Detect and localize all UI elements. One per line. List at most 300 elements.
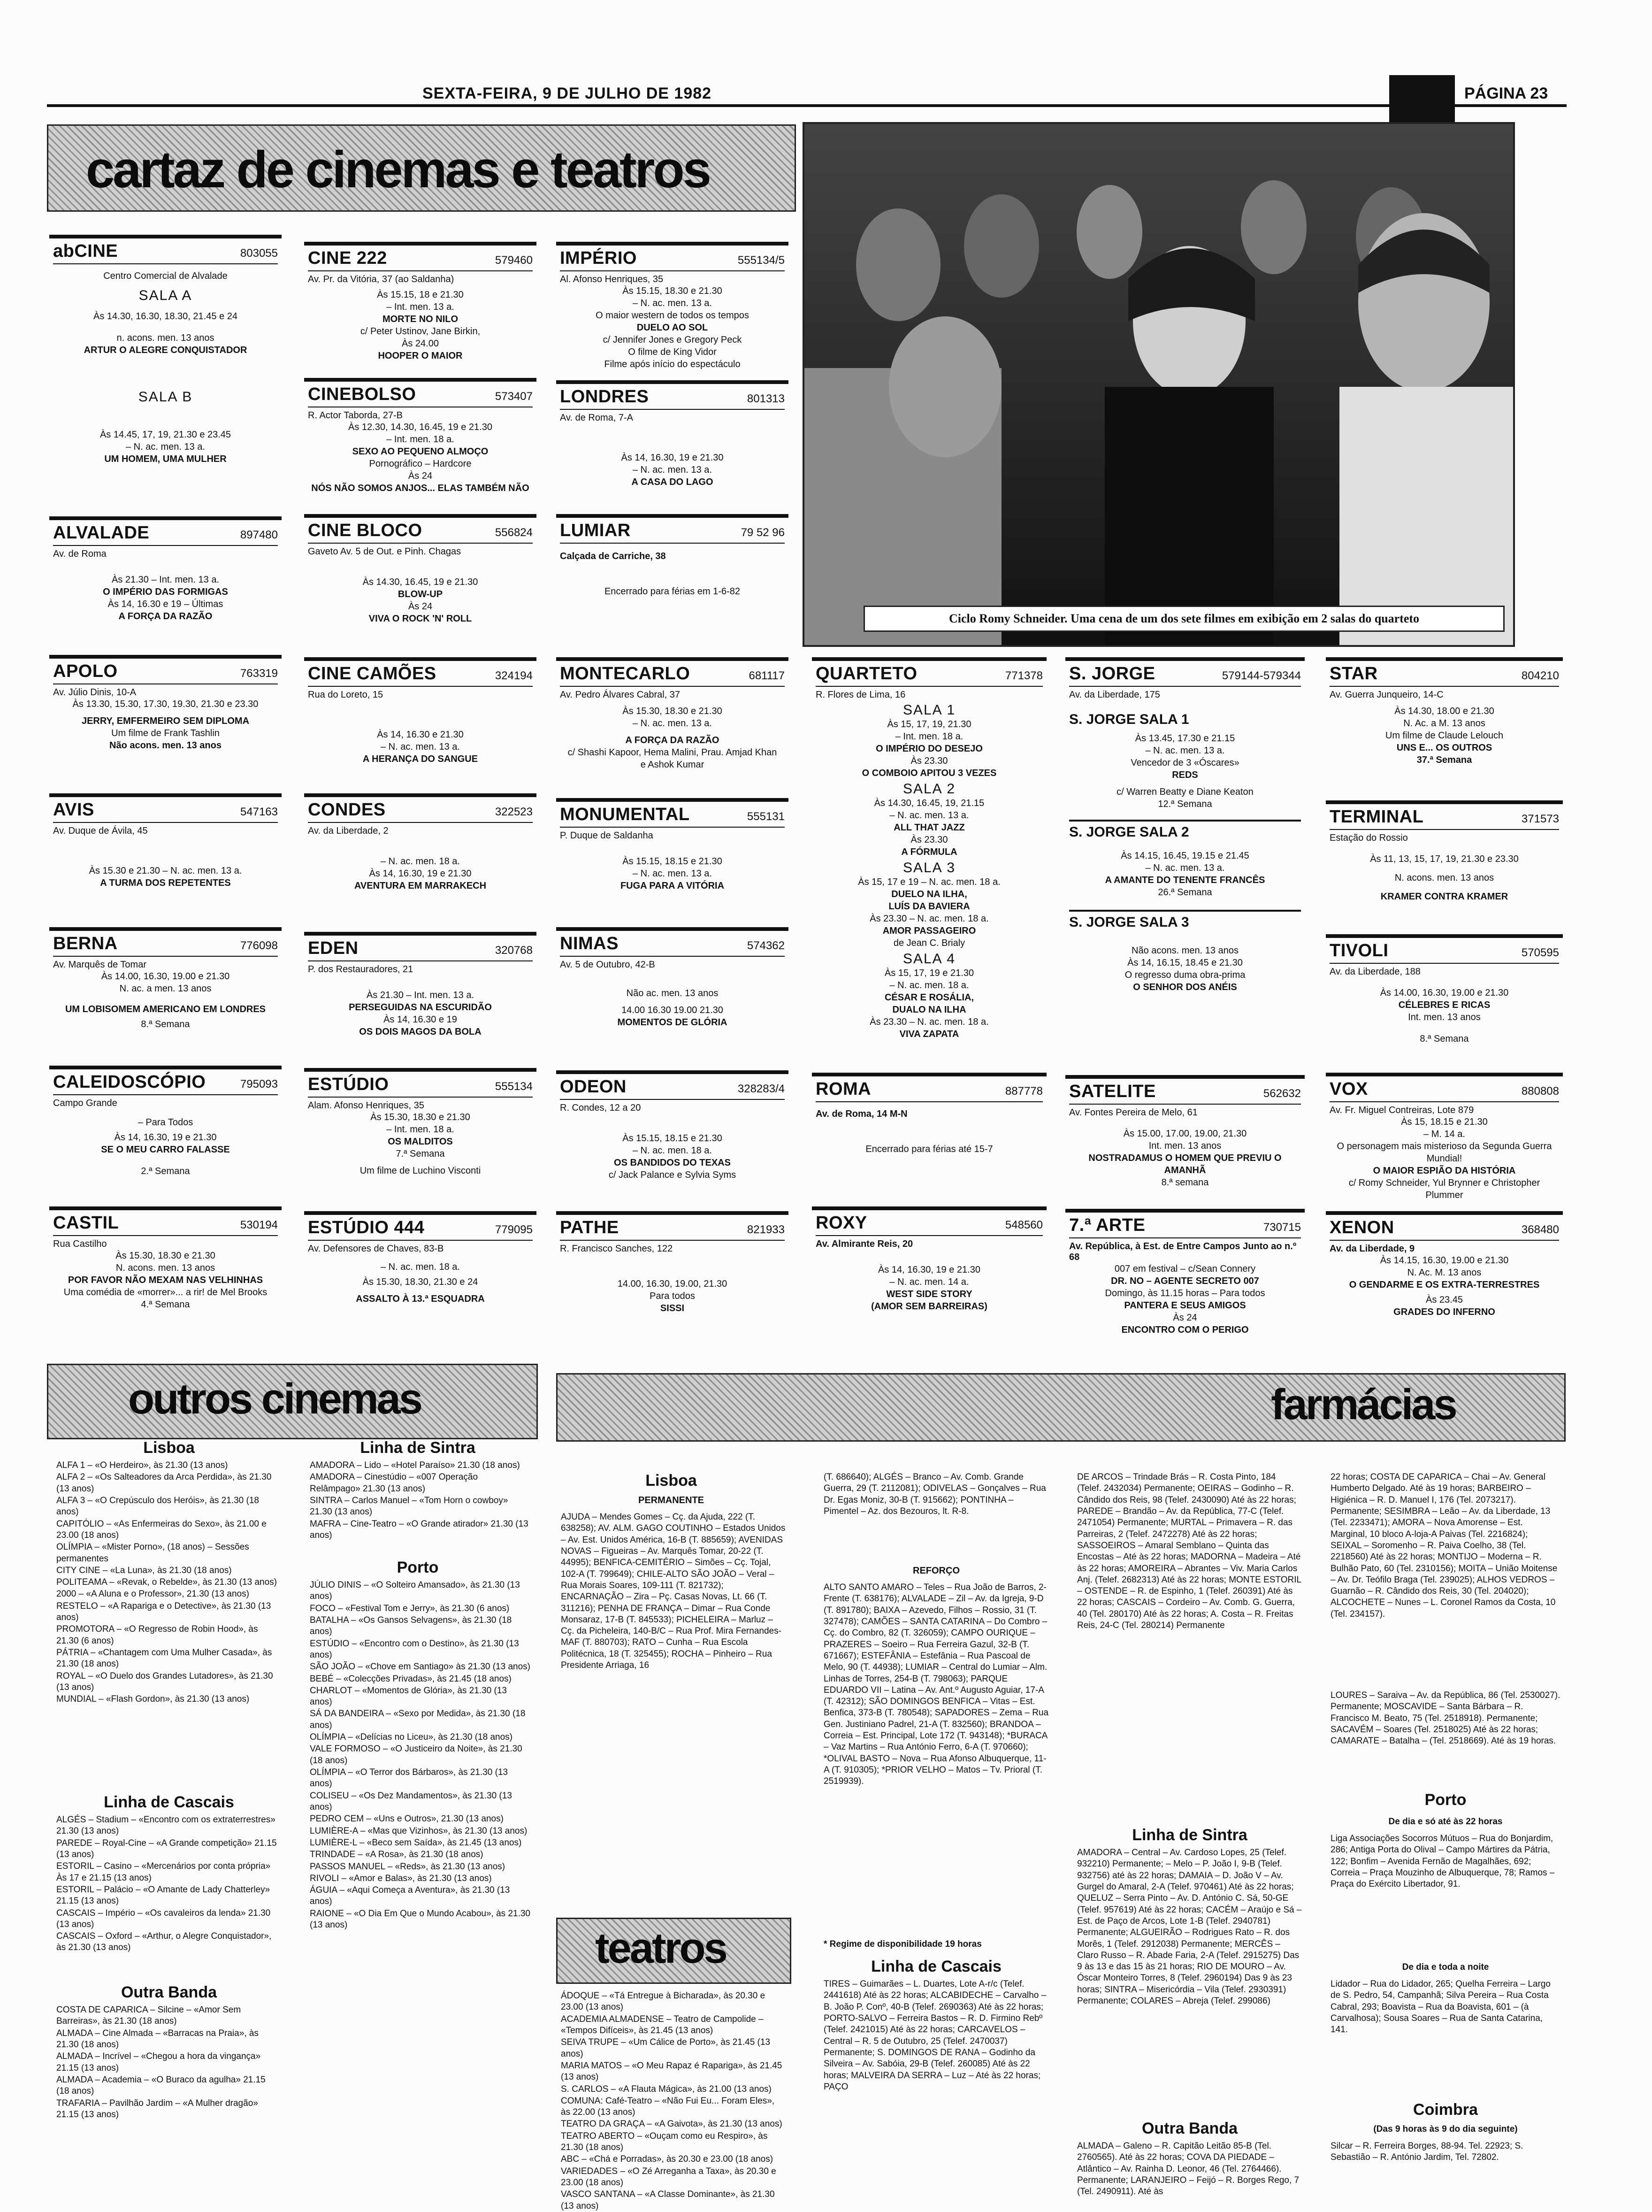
film-title: VIVA O ROCK 'N' ROLL [368, 614, 472, 624]
cinema-phone: 371573 [1521, 813, 1559, 825]
outros-lisboa-entry: ALFA 1 – «O Herdeiro», às 21.30 (13 anos) [56, 1460, 228, 1470]
cinema-phone: 328283/4 [737, 1083, 785, 1095]
outros-lisboa-entry: CITY CINE – «La Luna», às 21.30 (18 anos) [56, 1565, 232, 1575]
cinema-name: CASTIL [53, 1213, 119, 1233]
film-title: WEST SIDE STORY [886, 1289, 972, 1299]
farm-sintra-text: AMADORA – Central – Av. Cardoso Lopes, 25 (Telef. 932210) Permanente; – Melo – P. João I, 9-B (Telef. 932756) até às 22 horas; DAMAIA – D. João V – Av. Gurgel do Amaral, 2-A (Telef. 970461) Até às 22 horas; QUELUZ – Serra Pinto – Av. D. António C. Sá, 50-GE (Telef. 957619) Até às 22 horas; CACÉM – Araújo e Sá – Est. de Paço de Arcos, Lote 1-B (Telef. 2940781) Permanente; ALGUEIRÃO – Rodrigues Rato – R. dos Morês, 1 (Telef. 2912038) Permanente; MERCÊS – Claro Russo – R. Abade Faria, 2-A (Telef. 2915275) Das 9 às 13 e das 15 às 21 horas; RIO DE MOURO – Av. Óscar Monteiro Torres, 8 (Telef. 2960194) Das 9 às 23 horas; SINTRA – Misericórdia – Vila (Telef. 2930391) Permanente; COLARES – Abreja (Telef. 299086) [1077, 1848, 1302, 2006]
week: 8.ª semana [1161, 1177, 1209, 1188]
cinema-abcine [49, 235, 282, 514]
cinema-vox [1326, 1073, 1563, 1209]
showtimes: Às 24 [408, 471, 433, 481]
film-title: DR. NO – AGENTE SECRETO 007 [1111, 1276, 1259, 1286]
rating: – N. ac. men. 13 a. [1145, 745, 1225, 756]
showtimes: Às 14, 16.30, 19 e 21.30 [621, 453, 724, 463]
film-note: Uma comédia de «morrer»... a rir! de Mel Brooks [63, 1287, 268, 1298]
cinema-phone: 570595 [1521, 946, 1559, 959]
cinema-address: Av. Marquês de Tomar [53, 960, 146, 970]
outros-porto-entry: RAIONE – «O Dia Em Que o Mundo Acabou», às 21.30 (13 anos) [310, 1908, 530, 1930]
cinema-name: PATHE [560, 1218, 619, 1237]
cartaz-banner [47, 124, 796, 212]
film-title: A FORÇA DA RAZÃO [118, 611, 213, 622]
cinema-name: XENON [1330, 1218, 1394, 1237]
showtimes: 14.00 16.30 19.00 21.30 [621, 1005, 723, 1015]
showtimes: Às 21.30 – Int. men. 13 a. [111, 575, 220, 585]
outros-porto-entry: RIVOLI – «Amor e Balas», às 21.30 (13 anos) [310, 1873, 492, 1883]
cinema-phone: 573407 [495, 390, 533, 403]
cinema-address: Rua Castilho [53, 1239, 107, 1249]
film-note: e Ashok Kumar [640, 760, 704, 770]
cinema-lumiar [556, 514, 788, 650]
showtimes: Às 11, 13, 15, 17, 19, 21.30 e 23.30 [1370, 854, 1519, 864]
film-title: ENCONTRO COM O PERIGO [1121, 1325, 1249, 1335]
cinema-phone: 562632 [1263, 1087, 1301, 1100]
cinema-phone: 555134/5 [737, 254, 785, 267]
cinema-address: Av. de Roma, 7-A [560, 413, 633, 423]
cinema-name: LONDRES [560, 387, 649, 407]
rating: – N. ac. men. 13 a. [381, 742, 460, 752]
farm-cascais-text: TIRES – Guimarães – L. Duartes, Lote A-r/c (Telef. 2441618) Até às 22 horas; ALCABIDECHE – Carvalho – B. João P. Conº, 40-B (Telef. 2690363) Até às 22 horas; PORTO-SALVO – Ferreira Bastos – R. D. Firmino Rebº (Telef. 2421015) Até às 22 horas; CARCAVELOS – Central – R. 5 de Outubro, 25 (Telef. 2470037) Permanente; S. DOMINGOS DE RANA – Godinho da Silveira – Av. Sabóia, 29-B (Telef. 260085) Até às 22 horas; MALVEIRA DA SERRA – Luz – Até às 22 horas; PAÇO [824, 1979, 1047, 2092]
showtimes: Às 15.15, 18.15 e 21.30 [622, 856, 722, 867]
showtimes: Às 15, 17 e 19 – N. ac. men. 18 a. [858, 877, 1001, 887]
film-title: NÓS NÃO SOMOS ANJOS... ELAS TAMBÉM NÃO [311, 483, 529, 493]
showtimes: Às 14.15, 16.45, 19.15 e 21.45 [1121, 851, 1249, 861]
outros-lisboa-entry: CAPITÓLIO – «As Enfermeiras do Sexo», às 21.00 e 23.00 (18 anos) [56, 1519, 267, 1540]
rating: Não acons. men. 13 anos [1132, 945, 1239, 956]
rating: N. Ac. a M. 13 anos [1403, 718, 1485, 729]
cinema-name: CINE BLOCO [308, 521, 422, 540]
outros-lisboa-entry: MUNDIAL – «Flash Gordon», às 21.30 (13 anos) [56, 1694, 250, 1705]
cinema-quarteto [812, 657, 1047, 1070]
outros-porto-entry: PASSOS MANUEL – «Reds», às 21.30 (13 anos) [310, 1861, 505, 1872]
film-note: c/ Peter Ustinov, Jane Birkin, [360, 326, 481, 337]
showtimes: Às 24.00 [402, 338, 439, 349]
outros-sintra-entry: AMADORA – Lido – «Hotel Paraíso» 21.30 (18 anos) [310, 1460, 520, 1470]
cinema-xenon [1326, 1211, 1563, 1347]
cinema-address: Av. da Liberdade, 175 [1069, 690, 1160, 700]
cinema-address: Av. República, à Est. de Entre Campos Junto ao n.º 68 [1069, 1241, 1297, 1262]
teatro-entry: S. CARLOS – «A Flauta Mágica», às 21.00 (13 anos) [561, 2084, 772, 2094]
showtimes: Às 15.15, 18.15 e 21.30 [622, 1133, 722, 1144]
teatro-entry: VARIEDADES – «O Zé Arreganha a Taxa», às 20.30 e 23.00 (18 anos) [561, 2166, 776, 2188]
showtimes: Domingo, às 11.15 horas – Para todos [1105, 1288, 1265, 1298]
cinema-name: VOX [1330, 1079, 1368, 1099]
outros-lisboa-list [56, 1460, 277, 1779]
rating: Int. men. 13 anos [1408, 1012, 1481, 1022]
outros-sintra-entry: SINTRA – Carlos Manuel – «Tom Horn o cowboy» 21.30 (13 anos) [310, 1495, 508, 1517]
farm-reforco-note: * Regime de disponibilidade 19 horas [824, 1939, 982, 1949]
cinema-name: BERNA [53, 934, 118, 953]
outros-lisboa-entry: OLÍMPIA – «Mister Porno», (18 anos) – Sessões permanentes [56, 1542, 249, 1564]
showtimes: Às 12.30, 14.30, 16.45, 19 e 21.30 [348, 422, 492, 432]
film-title: (AMOR SEM BARREIRAS) [871, 1301, 987, 1312]
cinema-address: Campo Grande [53, 1098, 117, 1108]
film-title: CÉSAR E ROSÁLIA, [884, 992, 974, 1003]
cinema-address: Av. da Liberdade, 9 [1330, 1244, 1415, 1254]
farm-coimbra-text: Silcar – R. Ferreira Borges, 88-94. Tel. 22923; S. Sebastião – R. António Jardim, Tel. 72802. [1331, 2141, 1523, 2163]
cinema-name: ROXY [816, 1213, 867, 1233]
cinema-name: S. JORGE [1069, 664, 1155, 684]
showtimes: Às 14.30, 16.30, 18.30, 21.45 e 24 [93, 311, 237, 322]
cinema-caleidoscopio [49, 1066, 282, 1202]
farmacias-banner [556, 1373, 1566, 1442]
sala-label: S. JORGE SALA 3 [1069, 910, 1301, 930]
outros-porto-entry: LUMIÈRE-L – «Beco sem Saída», às 21.45 (13 anos) [310, 1837, 522, 1848]
cinema-monumental [556, 798, 788, 927]
rating: – Para Todos [138, 1117, 193, 1128]
film-note: Um filme de Claude Lelouch [1385, 730, 1504, 741]
film-title: PANTERA E SEUS AMIGOS [1124, 1300, 1246, 1311]
cinema-setima-arte [1065, 1209, 1305, 1350]
outros-sintra-heading: Linha de Sintra [360, 1439, 475, 1457]
cinema-eden [304, 932, 536, 1068]
outros-porto-entry: PEDRO CEM – «Uns e Outros», 21.30 (13 anos) [310, 1814, 504, 1824]
cinema-name: abCINE [53, 241, 118, 261]
cinema-londres [556, 380, 788, 514]
rating: – N. ac. men. 13 a. [633, 868, 712, 879]
showtimes: Às 23.45 [1426, 1295, 1463, 1305]
farm-sintra-heading: Linha de Sintra [1132, 1826, 1247, 1844]
cinema-name: CINE CAMÕES [308, 664, 436, 684]
rating: – Int. men. 18 a. [386, 434, 454, 445]
outros-banda-heading: Outra Banda [121, 1983, 217, 2001]
cinema-address: Av. da Liberdade, 2 [308, 826, 389, 836]
rating: – N. ac. men. 13 a. [889, 810, 969, 821]
film-note: Um filme de Luchino Visconti [359, 1166, 481, 1176]
cinema-berna [49, 927, 282, 1059]
cinema-name: ROMA [816, 1079, 872, 1099]
film-title: VIVA ZAPATA [899, 1029, 959, 1039]
showtimes: Às 14.30, 16.45, 19 e 21.30 [362, 577, 478, 587]
rating: N. acons. men. 13 anos [115, 1263, 215, 1273]
cinema-address: Al. Afonso Henriques, 35 [560, 274, 664, 284]
outros-porto-entry: ÁGUIA – «Aqui Começa a Aventura», às 21.30 (13 anos) [310, 1885, 510, 1907]
film-note: Vencedor de 3 «Óscares» [1131, 758, 1239, 768]
cinema-estudio [304, 1068, 536, 1209]
cinema-roma [812, 1073, 1047, 1204]
farm-col-d-text: 22 horas; COSTA DE CAPARICA – Chai – Av. General Humberto Delgado. Até às 19 horas; BARBEIRO – Higiénica – R. D. Manuel I, 176 (Tel. 2073217). Permanente; SESIMBRA – Leão – Av. da Liberdade, 13 (Tel. 2233471); AMORA – Nova Amorense – Est. Marginal, 10 bloco A-loja-A Paivas (Tel. 2216824); SEIXAL – Soromenho – R. Paiva Coelho, 38 (Tel. 2218560) Até às 22 horas; MONTIJO – Moderna – R. Bulhão Pato, 60 (Tel. 2310156); MOITA – União Moitense – Av. Dr. Teófilo Braga (Tel. 239025); ALHOS VEDROS – Guarnão – R. Cândido dos Reis, 30 (Tel. 204020); ALCOCHETE – Nunes – L. Coronel Ramos da Costa, 10 (Tel. 234157). [1331, 1472, 1558, 1619]
cinema-name: CINE 222 [308, 248, 387, 268]
cinema-name: ODEON [560, 1077, 627, 1097]
film-title: PERSEGUIDAS NA ESCURIDÃO [349, 1002, 492, 1013]
cinema-name: APOLO [53, 661, 118, 681]
film-title: CÉLEBRES E RICAS [1398, 1000, 1491, 1010]
cinema-phone: 322523 [495, 806, 533, 818]
cinema-cinebloco [304, 514, 536, 650]
film-title: BLOW-UP [398, 589, 443, 599]
showtimes: Às 24 [408, 601, 433, 612]
teatro-entry: ÁDOQUE – «Tá Entregue à Bicharada», às 20.30 e 23.00 (13 anos) [561, 1991, 765, 2012]
showtimes: Às 14, 16.30, 19 e 21.30 [878, 1265, 980, 1275]
rating: – N. ac. men. 13 a. [1145, 863, 1225, 873]
outros-porto-entry: OLÍMPIA – «Delícias no Liceu», às 21.30 (18 anos) [310, 1732, 512, 1743]
showtimes: Às 14.30, 18.00 e 21.30 [1394, 706, 1494, 716]
outros-porto-entry: SÁ DA BANDEIRA – «Sexo por Medida», às 21.30 (18 anos) [310, 1709, 526, 1730]
page-number: PÁGINA 23 [1464, 84, 1548, 102]
cinema-phone: 880808 [1521, 1085, 1559, 1098]
status-note: Encerrado para férias em 1-6-82 [604, 586, 741, 597]
film-title: OS MALDITOS [388, 1137, 453, 1147]
film-title: LUÍS DA BAVIERA [888, 901, 970, 912]
cinema-name: MONUMENTAL [560, 805, 690, 824]
film-title: A AMANTE DO TENENTE FRANCÊS [1105, 875, 1265, 885]
cinema-name: CONDES [308, 800, 386, 820]
cinema-address: P. Duque de Saldanha [560, 830, 653, 841]
cinema-odeon [556, 1070, 788, 1206]
film-title: SEXO AO PEQUENO ALMOÇO [352, 446, 489, 457]
showtimes: Às 14.00, 16.30, 19.00 e 21.30 [1380, 988, 1509, 998]
teatro-entry: COMUNA: Café-Teatro – «Não Fui Eu... Foram Eles», às 22.00 (13 anos) [561, 2096, 775, 2118]
film-title: REDS [1172, 770, 1198, 780]
rating: – N. ac. men. 18 a. [633, 1145, 712, 1156]
cinema-address: R. Actor Taborda, 27-B [308, 410, 403, 421]
cinema-name: ALVALADE [53, 523, 150, 543]
cinema-phone: 368480 [1521, 1223, 1559, 1236]
teatros-banner [556, 1918, 791, 1984]
sala-label: S. JORGE SALA 2 [1069, 820, 1301, 840]
cinema-imperio [556, 242, 788, 380]
film-title: ALL THAT JAZZ [894, 822, 965, 833]
film-title: O IMPÉRIO DAS FORMIGAS [103, 587, 228, 597]
cinema-address: Av. Defensores de Chaves, 83-B [308, 1244, 444, 1254]
showtimes: Às 14, 16.30, 19 e 21.30 [114, 1132, 217, 1143]
film-note: Filme após início do espectáculo [604, 359, 741, 369]
outros-cascais-entry: ESTORIL – Palácio – «O Amante de Lady Chatterley» 21.15 (13 anos) [56, 1884, 270, 1906]
outros-sintra-list [310, 1460, 530, 1559]
week: 8.ª Semana [141, 1019, 190, 1029]
cinema-cinebolso [304, 378, 536, 514]
photo-caption: Ciclo Romy Schneider. Uma cena de um dos sete filmes em exibição em 2 salas do quarteto [864, 606, 1505, 632]
cartaz-title: cartaz de cinemas e teatros [86, 141, 710, 199]
cinema-address: Av. 5 de Outubro, 42-B [560, 960, 655, 970]
cinema-name: NIMAS [560, 934, 619, 953]
cinema-phone: 574362 [747, 939, 785, 952]
cinema-name: ESTÚDIO 444 [308, 1218, 425, 1237]
rating: Não ac. men. 13 anos [626, 988, 719, 998]
film-note: O maior western de todos os tempos [596, 310, 749, 321]
cinema-phone: 887778 [1005, 1085, 1043, 1098]
cinema-address: Centro Comercial de Alvalade [103, 271, 228, 281]
cinema-tivoli [1326, 934, 1563, 1070]
cinema-estudio444 [304, 1211, 536, 1347]
rating: – N. ac. men. 13 a. [633, 718, 712, 729]
outros-lisboa-entry: PÁTRIA – «Chantagem com Uma Mulher Casada», às 21.30 (18 anos) [56, 1648, 272, 1669]
cinema-name: CALEIDOSCÓPIO [53, 1072, 206, 1092]
cinema-phone: 555134 [495, 1080, 533, 1093]
film-note: c/ Jennifer Jones e Gregory Peck [603, 335, 742, 345]
film-note: O regresso duma obra-prima [1124, 970, 1246, 980]
farm-noite-text: Lidador – Rua do Lidador, 265; Quelha Ferreira – Largo de S. Pedro, 54, Campanhã; Silva Pereira – Rua Costa Cabral, 293; Boavista – Rua da Boavista, 601 – (à Carvalhosa); Sousa Soares – Rua de Santa Catarina, 141. [1331, 1979, 1551, 2035]
farmacias-title: farmácias [1271, 1381, 1456, 1429]
cinema-address: Av. de Roma [53, 549, 107, 559]
teatro-entry: VASCO SANTANA – «A Classe Dominante», às 21.30 (13 anos) [561, 2189, 775, 2211]
showtimes: Às 15, 17, 19 e 21.30 [884, 968, 974, 978]
film-title: OS DOIS MAGOS DA BOLA [359, 1027, 482, 1037]
outros-banda-entry: ALMADA – Cine Almada – «Barracas na Praia», às 21.30 (18 anos) [56, 2028, 259, 2050]
cinema-phone: 555131 [747, 810, 785, 823]
page-tab-block [1389, 75, 1455, 127]
film-title: AVENTURA EM MARRAKECH [354, 881, 487, 891]
cinema-name: TERMINAL [1330, 807, 1424, 827]
showtimes: Às 15, 17, 19, 21.30 [887, 719, 971, 730]
teatro-entry: MARIA MATOS – «O Meu Rapaz é Rapariga», às 21.45 (13 anos) [561, 2060, 782, 2082]
farm-col-c-text: DE ARCOS – Trindade Brás – R. Costa Pinto, 184 (Telef. 2432034) Permanente; OEIRAS – Godinho – R. Cândido dos Reis, 98 (Telef. 2430090) Até às 22 horas; PAREDE – Brandão – Av. da República, 77-C (Telef. 2471054) Permanente; MURTAL – Primavera – R. das Parreiras, 2 (Telef. 2472278) Até às 22 horas; SASSOEIROS – Amaral Semblano – Quinta das Encostas – Até às 22 horas; MADORNA – Madeira – Até às 22 horas; AMOREIRA – Abrantes – Viv. Maria Carlos Anj. (Telef. 2682313) Até às 22 horas; MONTE ESTORIL – OSTENDE – R. de Espinho, 1 (Telef. 260391) Até às 22 horas; CASCAIS – Cordeiro – Av. Comb. G. Guerra, 40 (Tel. 280170) Até às 22 horas; A. Costa – R. Freitas Reis, 24-C (Tel. 280214) Permanente [1077, 1472, 1301, 1631]
showtimes: Às 14, 16.30 e 19 – Últimas [107, 599, 223, 609]
cinema-address: R. Condes, 12 a 20 [560, 1103, 641, 1113]
cinema-cine222 [304, 242, 536, 378]
showtimes: Às 14.30, 16.45, 19, 21.15 [874, 798, 985, 808]
farm-cascais-heading: Linha de Cascais [871, 1958, 1002, 1975]
film-title: POR FAVOR NÃO MEXAM NAS VELHINHAS [68, 1275, 263, 1285]
cinema-name: IMPÉRIO [560, 248, 637, 268]
rating: – N. ac. men. 13 a. [126, 442, 205, 452]
outros-lisboa-entry: PROMOTORA – «O Regresso de Robin Hood», às 21.30 (6 anos) [56, 1624, 258, 1646]
rating: N. Ac. M. 13 anos [1407, 1267, 1482, 1278]
cinema-address: Av. Fr. Miguel Contreiras, Lote 879 [1330, 1105, 1474, 1115]
cinema-phone: 821933 [747, 1223, 785, 1236]
showtimes: Às 15.15, 18 e 21.30 [377, 290, 464, 300]
cinema-address: Av. de Roma, 14 M-N [816, 1109, 908, 1119]
cinema-phone: 801313 [747, 392, 785, 405]
film-title: MORTE NO NILO [382, 314, 459, 324]
film-title: O MAIOR ESPIÃO DA HISTÓRIA [1373, 1166, 1516, 1176]
film-note: 007 em festival – c/Sean Connery [1114, 1264, 1256, 1274]
showtimes: Às 15.30 e 21.30 – N. ac. men. 13 a. [89, 866, 242, 876]
farm-col-d2-text: LOURES – Saraiva – Av. da República, 86 (Tel. 2530027). Permanente; MOSCAVIDE – Santa Bárbara – R. Francisco M. Beato, 75 (Tel. 2518918). Permanente; SACAVÉM – Soares (Tel. 2518025) Até às 22 horas; CAMARATE – Batalha – (Tel. 2518669). Até às 19 horas. [1331, 1690, 1560, 1746]
cinema-phone: 79 52 96 [741, 526, 785, 539]
cinema-name: CINEBOLSO [308, 384, 416, 404]
masthead-rule [47, 104, 1567, 107]
cinema-address: Av. da Liberdade, 188 [1330, 967, 1421, 977]
teatro-entry: ACADEMIA ALMADENSE – Teatro de Campolide – «Tempos Difíceis», às 21.45 (13 anos) [561, 2014, 764, 2035]
outros-porto-entry: COLISEU – «Os Dez Mandamentos», às 21.30 (13 anos) [310, 1790, 512, 1812]
cinema-address: Av. Duque de Ávila, 45 [53, 826, 148, 836]
showtimes: Às 15.30, 18.30 e 21.30 [622, 706, 722, 716]
film-title: HOOPER O MAIOR [378, 351, 463, 361]
showtimes: Às 14, 16.15, 18.45 e 21.30 [1127, 958, 1243, 968]
rating: N. acons. men. 13 anos [1394, 873, 1494, 883]
sala-label: SALA 3 [902, 860, 956, 876]
cinema-address: Av. Guerra Junqueiro, 14-C [1330, 690, 1444, 700]
week: 2.ª Semana [141, 1166, 190, 1176]
outros-porto-list [310, 1580, 530, 2190]
film-title: O SENHOR DOS ANÉIS [1133, 982, 1237, 992]
film-note: de Jean C. Brialy [893, 938, 965, 948]
rating: – N. ac. men. 13 a. [633, 465, 712, 475]
cinema-montecarlo [556, 657, 788, 793]
cinema-phone: 681117 [749, 669, 785, 682]
film-title: DUELO AO SOL [636, 323, 708, 333]
film-title: DUALO NA ILHA [892, 1005, 966, 1015]
film-title: UM HOMEM, UMA MULHER [104, 454, 227, 464]
outros-porto-entry: BATALHA – «Os Gansos Selvagens», às 21.30 (18 anos) [310, 1615, 512, 1637]
outros-cascais-entry: ESTORIL – Casino – «Mercenários por conta própria» Às 17 e 21.15 (13 anos) [56, 1861, 271, 1883]
cinema-name: EDEN [308, 938, 359, 958]
cinema-castil [49, 1206, 282, 1347]
film-title: O GENDARME E OS EXTRA-TERRESTRES [1349, 1280, 1540, 1290]
cinema-phone: 556824 [495, 526, 533, 539]
film-title: A TURMA DOS REPETENTES [100, 878, 231, 888]
cinema-phone: 803055 [240, 247, 278, 260]
outros-lisboa-entry: ALFA 2 – «Os Salteadores da Arca Perdida», às 21.30 (13 anos) [56, 1472, 272, 1494]
week: 12.ª Semana [1158, 799, 1212, 809]
cinema-phone: 776098 [240, 939, 278, 952]
cinema-phone: 579144-579344 [1222, 669, 1301, 682]
teatros-title: teatros [595, 1924, 726, 1972]
farm-porto-heading: Porto [1424, 1791, 1467, 1809]
outros-porto-entry: FOCO – «Festival Tom e Jerry», às 21.30 (6 anos) [310, 1603, 510, 1613]
film-title: ARTUR O ALEGRE CONQUISTADOR [84, 345, 247, 355]
film-title: NOSTRADAMUS O HOMEM QUE PREVIU O AMANHÃ [1088, 1153, 1282, 1175]
cinema-address: Av. Pedro Álvares Cabral, 37 [560, 690, 681, 700]
outros-lisboa-entry: 2000 – «A Aluna e o Professor», 21.30 (13 anos) [56, 1589, 249, 1599]
showtimes: Às 23.30 – N. ac. men. 18 a. [870, 1017, 989, 1027]
cinema-phone: 530194 [240, 1219, 278, 1231]
film-note: O personagem mais misterioso da Segunda Guerra Mundial! [1337, 1141, 1552, 1164]
film-title: GRADES DO INFERNO [1393, 1307, 1495, 1317]
showtimes: Às 14, 16.30 e 21.30 [377, 730, 464, 740]
film-title: A HERANÇA DO SANGUE [362, 754, 478, 764]
sala-label: SALA A [138, 288, 192, 303]
rating: – Int. men. 18 a. [895, 731, 964, 742]
outros-lisboa-entry: ALFA 3 – «O Crepúsculo dos Heróis», às 21.30 (18 anos) [56, 1495, 259, 1517]
cinema-name: MONTECARLO [560, 664, 690, 684]
farm-permanente-text: AJUDA – Mendes Gomes – Cç. da Ajuda, 222 (T. 638258); AV. ALM. GAGO COUTINHO – Estados Unidos – Av. Est. Unidos América, 16-B (T. 885659); AVENIDAS NOVAS – Figueiras – Av. Marquês Tomar, 20-22 (T. 44995); BENFICA-CEMITÉRIO – Simões – Cç. Tojal, 102-A (T. 799649); CHILE-ALTO SÃO JOÃO – Veral – Rua Morais Soares, 109-111 (T. 821732); ENCARNAÇÃO – Zira – Pç. Casas Novas, Lt. 66 (T. 311216); PENHA DE FRANÇA – Dimar – Rua Conde Monsaraz, 17-B (T. 845533); PICHELEIRA – Marluz – Cç. da Picheleira, 140-B/C – Rua Prof. Mira Fernandes-MAF (T. 880703); RATO – Cunha – Rua Escola Politécnica, 18 (T. 325455); ROCHA – Pinheiro – Rua Presidente Arriaga, 16 [561, 1512, 786, 1671]
outros-porto-entry: JÚLIO DINIS – «O Solteiro Amansado», às 21.30 (13 anos) [310, 1580, 520, 1602]
showtimes: Às 14, 16.30, 19 e 21.30 [369, 868, 472, 879]
cinema-name: TIVOLI [1330, 941, 1389, 960]
film-title: UM LOBISOMEM AMERICANO EM LONDRES [65, 1004, 266, 1014]
outros-cascais-entry: PAREDE – Royal-Cine – «A Grande competição» 21.15 (13 anos) [56, 1838, 277, 1859]
outros-lisboa-entry: ROYAL – «O Duelo dos Grandes Lutadores», às 21.30 (13 anos) [56, 1671, 273, 1692]
outros-lisboa-entry: POLITEAMA – «Revak, o Rebelde», às 21.30 (13 anos) [56, 1577, 277, 1588]
farm-reforco-text: ALTO SANTO AMARO – Teles – Rua João de Barros, 2-Frente (T. 638176); ALVALADE – Zil – Av. da Igreja, 9-D (T. 891780); BAIXA – Azevedo, Filhos – Rossio, 31 (T. 327478); CAMÕES – SANTA CATARINA – Do Combro – Cç. do Combro, 82 (T. 326059); CAMPO OURIQUE – PRAZERES – Soeiro – Rua Ferreira Gazul, 32-B (T. 671667); ESTEFÂNIA – Estefânia – Rua Pascoal de Melo, 90 (T. 44938); LUMIAR – Central do Lumiar – Alm. Linhas de Torres, 254-B (T. 798063); PARQUE EDUARDO VII – Latina – Av. Ant.º Augusto Aguiar, 17-A (T. 42312); SÃO DOMINGOS BENFICA – Vitas – Est. Benfica, 373-B (T. 780548); SAPADORES – Zema – Rua Gen. Justiniano Padrel, 21-A (T. 832560); BRANDOA – Correia – Est. Principal, Lote 172 (T. 943148); *BURACA – Vaz Martins – Rua António Ferro, 6-A (T. 970660); *OLIVAL BASTO – Nova – Rua Afonso Albuquerque, 11-A (T. 910305); *PRIOR VELHO – Matos – Tv. Prioral (T. 2519939). [824, 1582, 1049, 1787]
cinema-name: 7.ª ARTE [1069, 1215, 1146, 1235]
cinema-name: STAR [1330, 664, 1378, 684]
cinema-address: Av. Fontes Pereira de Melo, 61 [1069, 1107, 1198, 1118]
sala-label: SALA 2 [902, 781, 956, 797]
film-note: O filme de King Vidor [628, 347, 717, 357]
farm-reforco-heading: REFORÇO [913, 1566, 960, 1576]
farm-noite-sub: De dia e toda a noite [1402, 1962, 1489, 1972]
teatro-entry: SEIVA TRUPE – «Um Cálice de Porto», às 21.45 (13 anos) [561, 2037, 771, 2059]
cinema-address: R. Francisco Sanches, 122 [560, 1244, 673, 1254]
cinema-phone: 320768 [495, 944, 533, 957]
outros-banda-entry: TRAFARIA – Pavilhão Jardim – «A Mulher dragão» 21.15 (13 anos) [56, 2098, 258, 2120]
rating: – M. 14 a. [1423, 1129, 1465, 1139]
film-title: MOMENTOS DE GLÓRIA [617, 1017, 727, 1028]
cinema-address: Gaveto Av. 5 de Out. e Pinh. Chagas [308, 546, 461, 557]
cinema-phone: 730715 [1263, 1221, 1301, 1234]
cinema-nimas [556, 927, 788, 1068]
film-title: ASSALTO À 13.ª ESQUADRA [356, 1294, 485, 1304]
film-note: c/ Shashi Kapoor, Hema Malini, Prau. Amjad Khan [567, 747, 777, 758]
film-note: c/ Romy Schneider, Yul Brynner e Christopher Plummer [1348, 1178, 1540, 1200]
outros-sintra-entry: MAFRA – Cine-Teatro – «O Grande atirador» 21.30 (13 anos) [310, 1519, 528, 1540]
sala-label: SALA 1 [902, 702, 956, 718]
teatro-entry: ABC – «Chá e Porradas», às 20.30 e 23.00 (18 anos) [561, 2154, 773, 2165]
outros-banda-entry: ALMADA – Academia – «O Buraco da agulha» 21.15 (18 anos) [56, 2074, 266, 2097]
outros-banner [47, 1364, 538, 1439]
rating: Não acons. men. 13 anos [109, 740, 222, 751]
cinema-terminal [1326, 800, 1563, 934]
film-title: A FORÇA DA RAZÃO [625, 735, 719, 745]
rating: Para todos [650, 1291, 695, 1301]
week: 26.ª Semana [1158, 887, 1212, 898]
rating: – N. ac. men. 18 a. [889, 980, 969, 991]
outros-porto-entry: OLÍMPIA – «O Terror dos Bárbaros», às 21.30 (13 anos) [310, 1767, 508, 1789]
showtimes: Às 15.30, 18.30 e 21.30 [115, 1251, 215, 1261]
film-title: JERRY, EMFERMEIRO SEM DIPLOMA [81, 716, 250, 726]
